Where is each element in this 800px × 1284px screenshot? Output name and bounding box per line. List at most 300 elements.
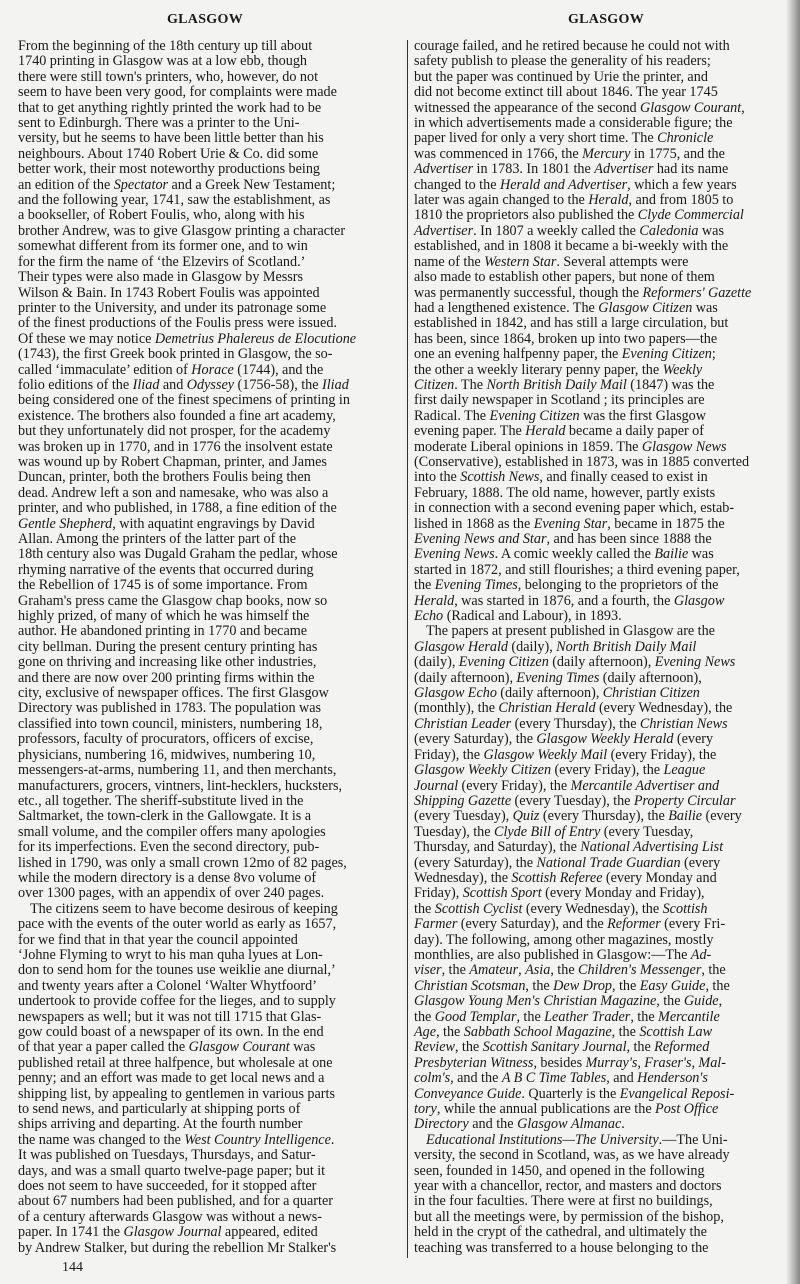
text-line xyxy=(414,1025,794,1040)
text-line xyxy=(18,717,400,732)
text-run: printer to the University, and under its patronage some xyxy=(18,299,327,316)
text-run: , was started in 1876, and a fourth, the xyxy=(454,592,674,609)
text-line xyxy=(18,1179,400,1194)
text-run: , and the xyxy=(450,1070,502,1087)
text-line xyxy=(18,825,400,840)
text-run: lished in 1790, was only a small crown 12mo of 82 pages, xyxy=(18,854,347,871)
text-line xyxy=(414,1133,794,1148)
text-run: but the paper was continued by Urie the printer, and xyxy=(414,68,708,85)
italic-title: Directory xyxy=(414,1116,469,1133)
text-column-right xyxy=(414,39,794,1256)
text-line xyxy=(414,578,794,593)
text-run: was xyxy=(688,546,714,563)
text-line xyxy=(18,779,400,794)
text-line xyxy=(414,963,794,978)
text-line xyxy=(18,624,400,639)
text-run: Friday), xyxy=(414,885,463,902)
text-line xyxy=(414,455,794,470)
italic-title: North British Daily Mail xyxy=(486,376,627,393)
text-line xyxy=(18,1010,400,1025)
italic-title: Quiz xyxy=(512,808,540,825)
italic-title: Reformers' Gazette xyxy=(642,284,752,301)
text-run: (every Monday and Friday), xyxy=(541,885,705,902)
text-line xyxy=(414,517,794,532)
text-line xyxy=(414,1040,794,1055)
text-line xyxy=(414,470,794,485)
text-run: , and finally ceased to exist in xyxy=(539,469,708,486)
text-run: manufacturers, grocers, vintners, lint-hecklers, hucksters, xyxy=(18,777,343,794)
text-run: Wilson & Bain. In 1743 Robert Foulis was appointed xyxy=(18,284,320,301)
italic-title: Odyssey xyxy=(186,376,235,393)
text-line xyxy=(414,270,794,285)
text-run: , the xyxy=(516,1008,545,1025)
text-run: there were still town's printers, who, however, do not xyxy=(18,68,319,85)
text-run: professors, faculty of procurators, officers of excise, xyxy=(18,731,314,748)
text-run: (every Wednesday), the xyxy=(595,700,733,717)
text-run: had its name xyxy=(653,161,729,178)
text-column-left xyxy=(18,39,400,1256)
italic-title: Advertiser xyxy=(414,161,474,178)
text-line xyxy=(18,1102,400,1117)
text-line xyxy=(18,131,400,146)
text-line xyxy=(18,208,400,223)
italic-title: Demetrius Phalereus de Elocutione xyxy=(154,330,357,347)
text-run: in connection with a second evening paper which, estab- xyxy=(414,500,735,517)
text-run: for the firm the name of ‘the Elzevirs of Scotland.’ xyxy=(18,253,306,270)
text-line xyxy=(414,609,794,624)
text-run: was wound up by Robert Chapman, printer, and James xyxy=(18,453,327,470)
italic-title: Post Office xyxy=(655,1101,719,1118)
text-run: , the xyxy=(436,1024,464,1040)
text-run: classified into town council, ministers, numbering 18, xyxy=(18,715,323,732)
text-run: (daily), xyxy=(414,654,459,671)
text-line xyxy=(414,779,794,794)
text-line xyxy=(18,39,400,54)
text-run: while the modern directory is a dense 8vo volume of xyxy=(18,869,317,886)
italic-title: viser xyxy=(414,962,442,979)
text-run: , the xyxy=(441,962,470,979)
text-line xyxy=(414,255,794,270)
italic-title: West Country Intelligence xyxy=(184,1131,331,1148)
text-line xyxy=(18,301,400,316)
italic-title: Children's Messenger xyxy=(578,962,702,979)
text-run: messengers-at-arms, numbering 11, and then merchants, xyxy=(18,762,337,779)
italic-title: Henderson's xyxy=(637,1070,708,1087)
text-line xyxy=(18,532,400,547)
text-line xyxy=(414,655,794,670)
text-line xyxy=(18,1025,400,1040)
text-run: highly prized, of many of which he was himself the xyxy=(18,608,310,625)
italic-title: Glasgow Weekly Mail xyxy=(483,746,608,763)
italic-title: Evening News xyxy=(654,654,736,671)
text-run: has been, since 1864, broken up into two papers—the xyxy=(414,330,718,347)
text-run: folio editions of the xyxy=(18,376,133,393)
italic-title: Scottish Referee xyxy=(511,869,603,886)
text-line xyxy=(18,763,400,778)
italic-title: Christian Herald xyxy=(498,700,596,717)
text-run: , the xyxy=(612,977,640,994)
italic-title: Evening Times xyxy=(434,577,518,594)
text-line xyxy=(18,671,400,686)
italic-title: League xyxy=(663,762,706,779)
text-run: about 67 numbers had been published, and for a quarter xyxy=(18,1193,333,1210)
text-line xyxy=(414,224,794,239)
text-run: was permanently successful, though the xyxy=(414,284,643,301)
text-run: (every Monday and xyxy=(602,869,717,886)
text-line xyxy=(414,748,794,763)
text-line xyxy=(414,886,794,901)
text-line xyxy=(414,532,794,547)
text-run: in 1783. In 1801 the xyxy=(473,161,595,178)
text-run: . xyxy=(621,1116,625,1133)
italic-title: Murray's xyxy=(585,1054,638,1071)
text-run: of that year a paper called the xyxy=(18,1039,189,1056)
text-run: days, and was a small quarto twelve-page paper; but it xyxy=(18,1162,326,1179)
text-line xyxy=(414,994,794,1009)
text-run: , the xyxy=(705,977,730,994)
text-line xyxy=(414,424,794,439)
italic-title: Shipping Gazette xyxy=(414,792,512,809)
text-line xyxy=(414,1102,794,1117)
text-line xyxy=(414,809,794,824)
text-run: better work, their most noteworthy productions being xyxy=(18,161,321,178)
text-line xyxy=(414,701,794,716)
text-line xyxy=(414,933,794,948)
italic-title: Scottish Sanitary Journal xyxy=(482,1039,627,1056)
text-run: , the xyxy=(656,993,684,1010)
text-run: and the following year, 1741, saw the establishment, as xyxy=(18,192,331,209)
text-run: evening paper. The xyxy=(414,423,526,440)
text-run: , the xyxy=(550,962,579,979)
text-run: (every Thursday), the xyxy=(539,808,669,825)
text-run: physicians, numbering 16, midwives, numbering 10, xyxy=(18,746,316,763)
text-run: and a Greek New Testament; xyxy=(168,176,336,193)
text-line xyxy=(414,116,794,131)
text-line xyxy=(414,671,794,686)
text-run: February, 1888. The old name, however, partly exists xyxy=(414,484,716,501)
text-run: was the first Glasgow xyxy=(579,407,707,424)
text-line xyxy=(18,501,400,516)
text-run: (daily), xyxy=(508,638,557,655)
text-run: . Quarterly is the xyxy=(521,1085,620,1102)
italic-title: Evening Citizen xyxy=(489,407,580,424)
text-run: Directory was published in 1783. The population was xyxy=(18,700,322,717)
text-run: and there are now over 200 printing firms within the xyxy=(18,669,315,686)
italic-title: Glasgow Citizen xyxy=(598,299,693,316)
italic-title: North British Daily Mail xyxy=(556,638,697,655)
text-line xyxy=(18,1117,400,1132)
text-run: city bellman. During the present century printing has xyxy=(18,638,318,655)
text-line xyxy=(18,316,400,331)
text-run: 1810 the proprietors also published the xyxy=(414,207,638,224)
text-line xyxy=(414,979,794,994)
italic-title: Weekly xyxy=(662,361,703,378)
text-line xyxy=(18,1225,400,1240)
text-run: the xyxy=(414,900,435,917)
text-run: (1756-58), the xyxy=(234,376,322,393)
text-run: The citizens seem to have become desirous of keeping xyxy=(30,900,338,917)
text-run: . A comic weekly called the xyxy=(494,546,655,563)
text-run: held in the crypt of the cathedral, and ultimately the xyxy=(414,1224,707,1241)
text-line xyxy=(414,594,794,609)
text-line xyxy=(414,70,794,85)
italic-title: Glasgow Courant xyxy=(188,1039,290,1056)
text-line xyxy=(18,440,400,455)
text-run: Friday), the xyxy=(414,746,484,763)
text-run: , besides xyxy=(533,1054,586,1071)
text-line xyxy=(414,1241,794,1256)
italic-title: Scottish Cyclist xyxy=(434,900,523,917)
text-run: but all the meetings were, by permission of the bishop, xyxy=(414,1208,724,1225)
text-line xyxy=(414,948,794,963)
italic-title: Age xyxy=(414,1024,437,1040)
text-run: . Several attempts were xyxy=(556,253,689,270)
text-run: pace with the events of the outer world as early as 1657, xyxy=(18,916,337,933)
italic-title: Good Templar xyxy=(434,1008,517,1025)
italic-title: Clyde Commercial xyxy=(637,207,744,224)
text-run: (daily afternoon), xyxy=(414,669,517,686)
italic-title: Educational Institutions—The University xyxy=(426,1131,659,1148)
text-line xyxy=(414,347,794,362)
text-run: .—The Uni- xyxy=(658,1131,728,1148)
italic-title: Glasgow Echo xyxy=(414,685,497,702)
text-line xyxy=(18,393,400,408)
text-run: also made to establish other papers, but none of them xyxy=(414,269,715,286)
italic-title: Glasgow News xyxy=(641,438,727,455)
text-run: did not become extinct till about 1846. The year 1745 xyxy=(414,84,718,101)
text-run: and xyxy=(159,376,187,393)
italic-title: colm's xyxy=(414,1070,451,1087)
text-run: versity, but he seems to have been little better than his xyxy=(18,130,324,147)
text-run: , the xyxy=(626,1039,655,1056)
italic-title: Glasgow Herald xyxy=(414,638,509,655)
italic-title: Herald and Advertiser xyxy=(499,176,628,193)
italic-title: Amateur xyxy=(469,962,519,979)
text-run: was commenced in 1766, the xyxy=(414,145,583,162)
text-line xyxy=(18,85,400,100)
text-run: (1847) was the xyxy=(626,376,715,393)
text-run: , xyxy=(718,993,723,1010)
italic-title: tory xyxy=(414,1101,437,1118)
text-line xyxy=(18,193,400,208)
text-line xyxy=(18,594,400,609)
text-line xyxy=(414,39,794,54)
italic-title: Chronicle xyxy=(657,130,714,147)
italic-title: Reformer xyxy=(607,916,661,933)
text-run: changed to the xyxy=(414,176,500,193)
italic-title: Evening Citizen xyxy=(458,654,549,671)
text-run: , xyxy=(518,962,526,979)
text-run: newspapers as well; but it was not till 1715 that Glas- xyxy=(18,1008,322,1025)
text-run: (monthly), the xyxy=(414,700,499,717)
text-line xyxy=(18,840,400,855)
text-run: (every Friday), the xyxy=(551,762,664,779)
text-run: From the beginning of the 18th century up till about xyxy=(18,38,313,54)
text-run: , became in 1875 the xyxy=(607,515,725,532)
text-line xyxy=(414,563,794,578)
italic-title: Christian Leader xyxy=(414,715,512,732)
text-run: (Conservative), established in 1873, was in 1885 converted xyxy=(414,453,750,470)
text-line xyxy=(414,440,794,455)
text-line xyxy=(18,917,400,932)
text-line xyxy=(18,933,400,948)
italic-title: Mercantile xyxy=(658,1008,720,1025)
text-run: name of the xyxy=(414,253,485,270)
text-line xyxy=(18,101,400,116)
text-line xyxy=(414,717,794,732)
text-line xyxy=(18,378,400,393)
text-line xyxy=(18,547,400,562)
text-run: safety publish to please the generality of his readers; xyxy=(414,53,711,70)
text-line xyxy=(18,963,400,978)
italic-title: Mercury xyxy=(582,145,631,162)
italic-title: Christian News xyxy=(639,715,728,732)
italic-title: Glasgow Journal xyxy=(123,1224,222,1241)
text-line xyxy=(18,162,400,177)
text-line xyxy=(414,1148,794,1163)
text-run: lished in 1868 as the xyxy=(414,515,534,532)
text-run: sent to Edinburgh. There was a printer to the Uni- xyxy=(18,115,300,132)
text-run: don to send hom for the tounes use weiklie ane diurnal,’ xyxy=(18,962,336,979)
text-line xyxy=(18,748,400,763)
text-run: one an evening halfpenny paper, the xyxy=(414,346,622,363)
italic-title: Herald xyxy=(414,592,455,609)
italic-title: Scottish News xyxy=(460,469,540,486)
text-run: established, and in 1808 it became a bi-weekly with the xyxy=(414,238,729,255)
italic-title: Glasgow Young Men's Christian Magazine xyxy=(414,993,657,1010)
text-run: became a daily paper of xyxy=(565,423,704,440)
italic-title: Advertiser xyxy=(414,222,474,239)
text-run: , with aquatint engravings by David xyxy=(112,515,315,532)
text-line xyxy=(414,763,794,778)
text-run: undertook to provide coffee for the lieges, and to supply xyxy=(18,993,336,1010)
italic-title: Evening News xyxy=(414,546,495,563)
text-run: city, exclusive of newspaper offices. The first Glasgow xyxy=(18,685,329,702)
italic-title: Gentle Shepherd xyxy=(18,515,113,532)
italic-title: Scottish xyxy=(662,900,708,917)
text-run: rhyming narrative of the events that occurred during xyxy=(18,561,314,578)
text-line xyxy=(414,147,794,162)
text-line xyxy=(18,286,400,301)
text-line xyxy=(18,455,400,470)
text-run: versity, the second in Scotland, was, as we have already xyxy=(414,1147,730,1164)
italic-title: Glasgow Weekly Herald xyxy=(536,731,674,748)
text-run: brother Andrew, was to give Glasgow printing a character xyxy=(18,222,346,239)
text-run: over 1300 pages, with an appendix of over 240 pages. xyxy=(18,885,325,902)
text-run: started in 1872, and still flourishes; a third evening paper, xyxy=(414,561,740,578)
text-run: ships arriving and departing. At the fourth number xyxy=(18,1116,303,1133)
text-run: established in 1842, and has still a large circulation, but xyxy=(414,315,729,332)
text-run: first daily newspaper in Scotland ; its principles are xyxy=(414,392,705,409)
italic-title: Christian Scotsman xyxy=(414,977,526,994)
text-line xyxy=(414,162,794,177)
text-run: existence. The brothers also founded a fine art academy, xyxy=(18,407,336,424)
text-run: Their types were also made in Glasgow by Messrs xyxy=(18,269,304,286)
text-run: (every Thursday), the xyxy=(511,715,640,732)
text-run: Tuesday), the xyxy=(414,823,494,840)
text-run: in which advertisements made a considerable figure; the xyxy=(414,115,733,132)
text-run: teaching was transferred to a house belonging to the xyxy=(414,1239,709,1256)
text-run: for we find that in that year the council appointed xyxy=(18,931,298,948)
text-run: ‘Johne Flyming to wryt to his man quha lyues at Lon- xyxy=(18,946,323,963)
text-run: 1740 printing in Glasgow was at a low ebb, though xyxy=(18,53,308,70)
italic-title: Conveyance Guide xyxy=(414,1085,522,1102)
text-run: published retail at three halfpence, but wholesale at one xyxy=(18,1054,333,1071)
text-run: somewhat different from its former one, and to win xyxy=(18,238,308,255)
text-run: , xyxy=(741,99,745,116)
text-run: The papers at present published in Glasgow are the xyxy=(426,623,715,640)
italic-title: Iliad xyxy=(322,376,349,393)
text-line xyxy=(18,517,400,532)
text-run: Radical. The xyxy=(414,407,490,424)
italic-title: Mal- xyxy=(698,1054,726,1071)
italic-title: Glasgow Almanac xyxy=(517,1116,622,1133)
text-line xyxy=(414,286,794,301)
text-run: . The xyxy=(454,376,487,393)
text-run: (1744), and the xyxy=(233,361,324,378)
text-line xyxy=(414,486,794,501)
text-line xyxy=(414,1210,794,1225)
italic-title: Fraser's xyxy=(644,1054,692,1071)
running-header-right: GLASGOW xyxy=(567,12,644,27)
text-run: Allan. Among the printers of the latter part of the xyxy=(18,531,297,547)
text-run: author. He abandoned printing in 1770 and became xyxy=(18,623,308,640)
italic-title: Review xyxy=(414,1039,455,1056)
text-line xyxy=(414,871,794,886)
text-run: was xyxy=(692,299,718,316)
text-line xyxy=(18,486,400,501)
text-run: that to get anything rightly printed the work had to be xyxy=(18,99,322,116)
running-header-left: GLASGOW xyxy=(166,12,243,27)
text-run: neighbours. About 1740 Robert Urie & Co. did some xyxy=(18,145,319,162)
text-run: and the xyxy=(468,1116,518,1133)
italic-title: Property Circular xyxy=(633,792,736,809)
italic-title: Echo xyxy=(414,608,444,625)
text-run: of the finest productions of the Foulis press were issued. xyxy=(18,315,337,332)
text-line xyxy=(18,578,400,593)
text-line xyxy=(18,655,400,670)
text-run: the xyxy=(414,1008,435,1025)
text-line xyxy=(18,1148,400,1163)
text-run: seem to have been very good, for complaints were made xyxy=(18,84,337,101)
text-run: by Andrew Stalker, but during the rebellion Mr Stalker's xyxy=(18,1239,337,1256)
text-line xyxy=(414,1010,794,1025)
italic-title: Glasgow Courant xyxy=(640,99,742,116)
text-line xyxy=(414,856,794,871)
text-line xyxy=(18,609,400,624)
text-line xyxy=(18,1071,400,1086)
text-line xyxy=(18,1164,400,1179)
text-run: etc., all together. The sheriff-substitute lived in the xyxy=(18,792,304,809)
text-line xyxy=(414,131,794,146)
text-line xyxy=(414,624,794,639)
text-run: in 1775, and the xyxy=(630,145,725,162)
text-line xyxy=(414,332,794,347)
text-run: (every Friday), the xyxy=(458,777,571,794)
text-run: , and xyxy=(606,1070,638,1087)
text-run: (daily afternoon), xyxy=(496,685,603,702)
text-run: (Radical and Labour), in 1893. xyxy=(443,608,622,625)
italic-title: Easy Guide xyxy=(639,977,706,994)
text-line xyxy=(18,470,400,485)
text-run: , belonging to the proprietors of the xyxy=(517,577,719,594)
text-line xyxy=(414,1164,794,1179)
text-line xyxy=(18,116,400,131)
text-line xyxy=(18,363,400,378)
text-run: witnessed the appearance of the second xyxy=(414,99,641,116)
text-line xyxy=(414,732,794,747)
italic-title: Herald xyxy=(588,192,629,209)
